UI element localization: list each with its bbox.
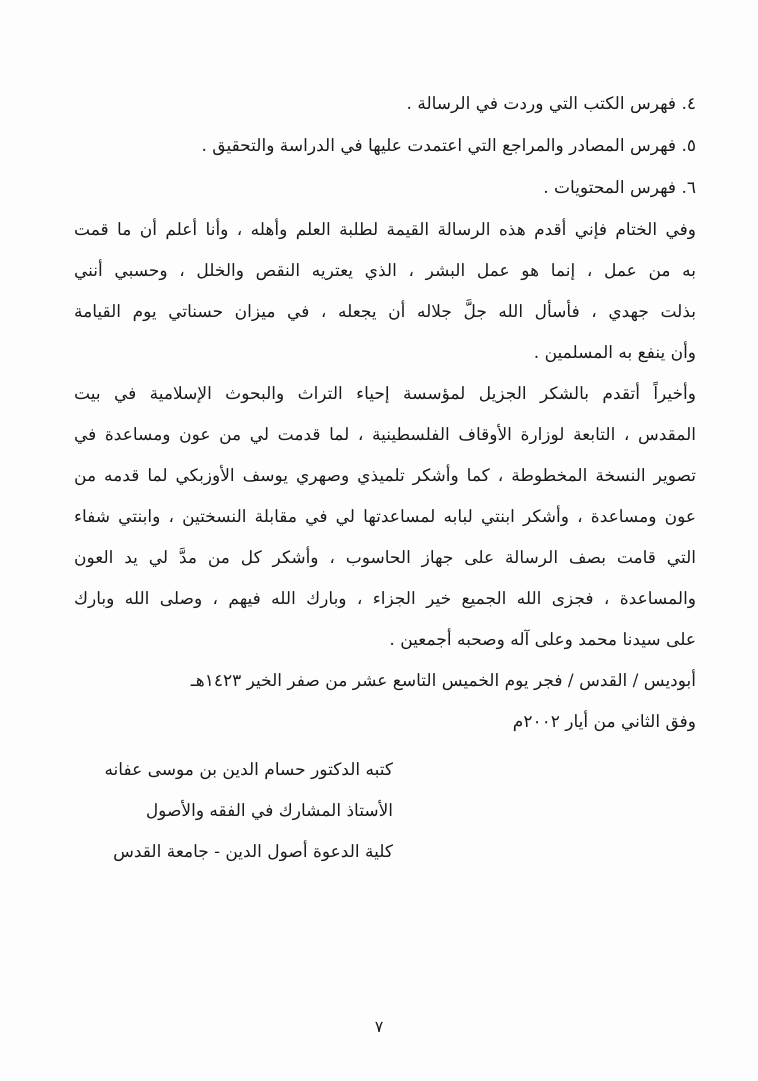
paragraph-1-line-2: به من عمل ، إنما هو عمل البشر ، الذي يعتريه النقص والخلل ، وحسبي أنني <box>74 261 696 281</box>
list-item-5: ٥. فهرس المصادر والمراجع التي اعتمدت عليها في الدراسة والتحقيق . <box>201 136 696 156</box>
paragraph-1-line-4: وأن ينفع به المسلمين . <box>533 343 696 363</box>
paragraph-2-line-3: تصوير النسخة المخطوطة ، كما وأشكر تلميذي وصهري يوسف الأوزبكي لما قدمه من <box>74 466 696 486</box>
paragraph-1-line-3: بذلت جهدي ، فأسأل الله جلَّ جلاله أن يجعله ، في ميزان حسناتي يوم القيامة <box>74 302 696 322</box>
signature-title: الأستاذ المشارك في الفقه والأصول <box>145 801 393 821</box>
place-date-line: أبوديس / القدس / فجر يوم الخميس التاسع عشر من صفر الخير ١٤٢٣هـ <box>190 671 696 691</box>
paragraph-2-line-4: عون ومساعدة ، وأشكر ابنتي لبابه لمساعدتها لي في مقابلة النسختين ، وابنتي شفاء <box>74 507 696 527</box>
gregorian-date-line: وفق الثاني من أيار ٢٠٠٢م <box>512 712 696 732</box>
paragraph-2-line-6: والمساعدة ، فجزى الله الجميع خير الجزاء ، وبارك الله فيهم ، وصلى الله وبارك <box>74 589 697 609</box>
signature-institution: كلية الدعوة أصول الدين - جامعة القدس <box>113 842 393 862</box>
paragraph-1-line-1: وفي الختام فإني أقدم هذه الرسالة القيمة لطلبة العلم وأهله ، وأنا أعلم أن ما قمت <box>74 220 696 240</box>
paragraph-2-line-7: على سيدنا محمد وعلى آله وصحبه أجمعين . <box>389 630 696 650</box>
signature-author: كتبه الدكتور حسام الدين بن موسى عفانه <box>104 760 393 780</box>
list-item-4: ٤. فهرس الكتب التي وردت في الرسالة . <box>406 94 696 114</box>
paragraph-2-line-5: التي قامت بصف الرسالة على جهاز الحاسوب ، وأشكر كل من مدَّ لي يد العون <box>74 548 696 568</box>
paragraph-2-line-2: المقدس ، التابعة لوزارة الأوقاف الفلسطينية ، لما قدمت لي من عون ومساعدة في <box>74 425 696 445</box>
paragraph-2-line-1: وأخيراً أتقدم بالشكر الجزيل لمؤسسة إحياء التراث والبحوث الإسلامية في بيت <box>74 384 696 404</box>
list-item-6: ٦. فهرس المحتويات . <box>543 178 696 198</box>
page-number: ٧ <box>374 1017 384 1036</box>
